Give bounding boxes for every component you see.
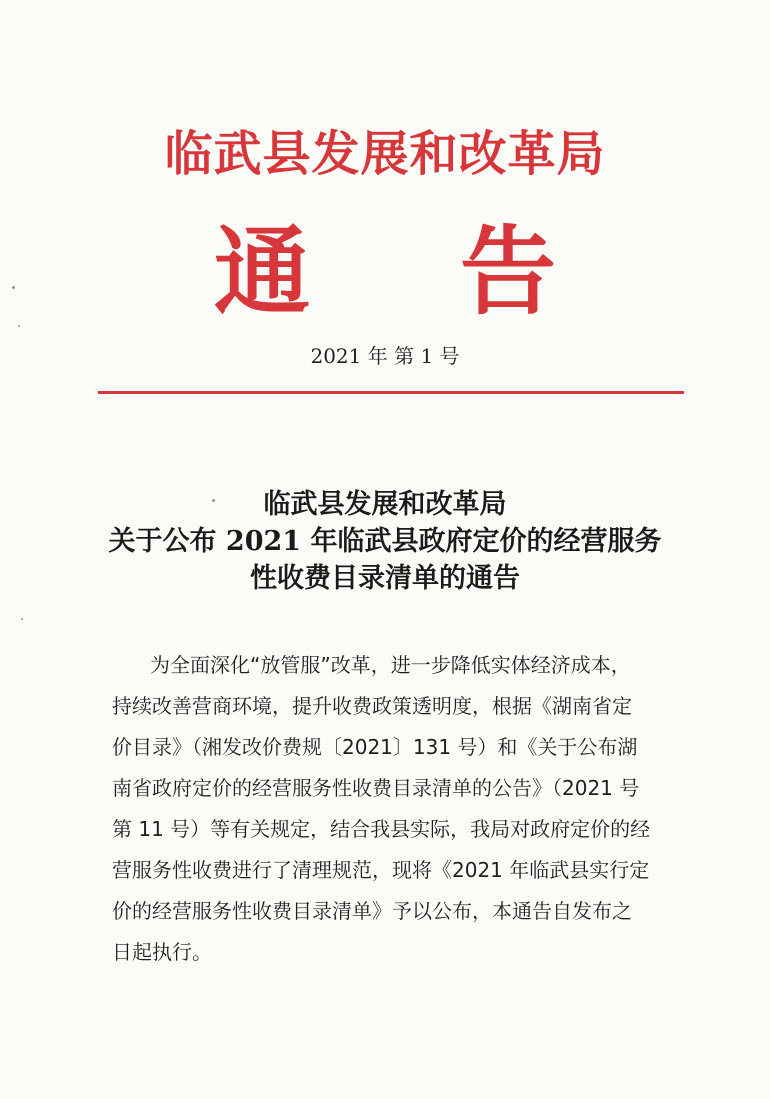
scan-speck (21, 618, 23, 620)
body-line: 南省政府定价的经营服务性收费目录清单的公告》（2021 号 (112, 776, 640, 800)
body-line: 价的经营服务性收费目录清单》予以公布，本通告自发布之 (112, 899, 632, 923)
body-line: 日起执行。 (112, 940, 212, 964)
scan-speck (18, 325, 20, 327)
title-line: 关于公布 2021 年临武县政府定价的经营服务 (108, 526, 662, 557)
red-divider-line (98, 391, 684, 394)
scan-speck (212, 499, 215, 502)
body-line: 持续改善营商环境，提升收费政策透明度，根据《湖南省定 (112, 694, 632, 718)
notice-title (60, 486, 710, 597)
body-line: 价目录》（湘发改价费规〔2021〕131 号）和《关于公布湖 (112, 735, 638, 759)
notice-body (112, 645, 672, 973)
document-number: 2021 年 第 1 号 (310, 344, 460, 368)
title-line: 临武县发展和改革局 (263, 489, 507, 520)
document-type-heading: 通告 (214, 215, 706, 328)
issuer-heading: 临武县发展和改革局 (164, 126, 606, 182)
body-line: 第 11 号）等有关规定，结合我县实际，我局对政府定价的经 (112, 817, 651, 841)
scan-speck (12, 286, 15, 289)
title-line: 性收费目录清单的通告 (250, 563, 520, 594)
body-line: 营服务性收费进行了清理规范，现将《2021 年临武县实行定 (112, 858, 650, 882)
body-line: 为全面深化“放管服”改革，进一步降低实体经济成本， (150, 653, 631, 677)
